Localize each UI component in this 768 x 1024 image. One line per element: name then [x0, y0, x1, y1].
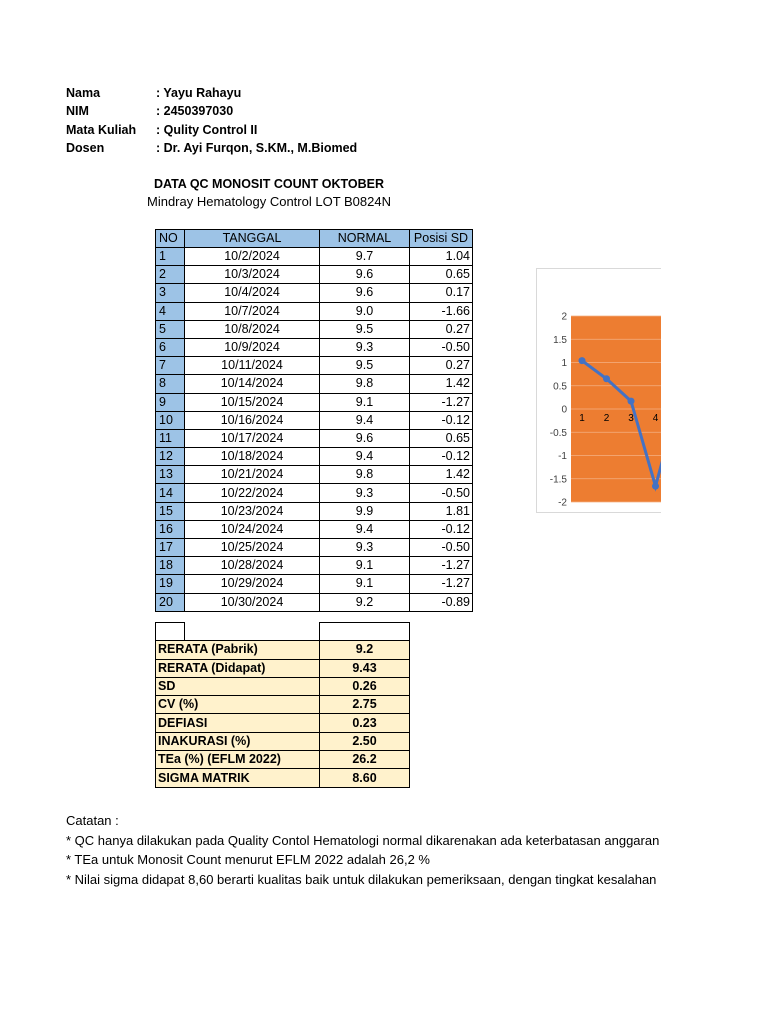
cell-sd: 0.27 [410, 320, 473, 338]
summary-row [156, 659, 410, 677]
note-item: * TEa untuk Monosit Count menurut EFLM 2022 adalah 26,2 % [66, 852, 430, 867]
info-label: Nama [66, 86, 101, 101]
table-row [156, 484, 473, 502]
summary-table [155, 622, 410, 788]
cell-no: 13 [156, 466, 185, 484]
cell-no: 7 [156, 357, 185, 375]
table-row [156, 520, 473, 538]
data-point [603, 375, 610, 382]
info-value: : Dr. Ayi Furqon, S.KM., M.Biomed [156, 141, 358, 156]
y-tick-label: -2 [558, 497, 567, 509]
table-row [156, 539, 473, 557]
cell-sd: 1.04 [410, 248, 473, 266]
blank-cell [156, 623, 185, 641]
cell-normal: 9.6 [320, 284, 410, 302]
cell-normal: 9.6 [320, 429, 410, 447]
summary-label: SIGMA MATRIK [156, 769, 320, 787]
data-point [579, 357, 586, 364]
cell-normal: 9.8 [320, 375, 410, 393]
table-row [156, 284, 473, 302]
table-row [156, 429, 473, 447]
cell-sd: 1.42 [410, 375, 473, 393]
cell-no: 9 [156, 393, 185, 411]
cell-normal: 9.4 [320, 520, 410, 538]
cell-no: 8 [156, 375, 185, 393]
page-subtitle: Mindray Hematology Control LOT B0824N [147, 194, 391, 209]
cell-date: 10/2/2024 [185, 248, 320, 266]
page-title: DATA QC MONOSIT COUNT OKTOBER [153, 177, 385, 191]
cell-sd: 0.65 [410, 429, 473, 447]
cell-no: 3 [156, 284, 185, 302]
cell-sd: 0.17 [410, 284, 473, 302]
info-label: Mata Kuliah [66, 122, 137, 137]
summary-label: RERATA (Pabrik) [156, 641, 320, 659]
summary-row [156, 714, 410, 732]
summary-label: RERATA (Didapat) [156, 659, 320, 677]
cell-normal: 9.4 [320, 411, 410, 429]
table-row [156, 302, 473, 320]
cell-normal: 9.1 [320, 575, 410, 593]
cell-sd: -1.27 [410, 575, 473, 593]
table-row [156, 466, 473, 484]
cell-date: 10/3/2024 [185, 266, 320, 284]
student-info [66, 84, 357, 157]
cell-sd: -0.12 [410, 411, 473, 429]
y-tick-label: 1.5 [553, 334, 567, 346]
notes-section [66, 813, 659, 891]
cell-date: 10/21/2024 [185, 466, 320, 484]
cell-date: 10/16/2024 [185, 411, 320, 429]
cell-date: 10/28/2024 [185, 557, 320, 575]
cell-date: 10/30/2024 [185, 593, 320, 611]
cell-no: 5 [156, 320, 185, 338]
cell-normal: 9.3 [320, 484, 410, 502]
cell-no: 6 [156, 338, 185, 356]
y-tick-label: 0 [561, 404, 567, 416]
cell-no: 16 [156, 520, 185, 538]
info-row-course [66, 121, 357, 139]
summary-label: DEFIASI [156, 714, 320, 732]
cell-no: 2 [156, 266, 185, 284]
info-value: : Qulity Control II [156, 122, 258, 137]
x-tick-label: 2 [603, 413, 610, 424]
table-row [156, 320, 473, 338]
cell-sd: -1.66 [410, 302, 473, 320]
summary-value: 0.23 [320, 714, 410, 732]
cell-normal: 9.0 [320, 302, 410, 320]
table-row [156, 357, 473, 375]
table-row [156, 448, 473, 466]
cell-no: 12 [156, 448, 185, 466]
cell-no: 14 [156, 484, 185, 502]
notes-heading: Catatan : [66, 813, 119, 828]
summary-row [156, 696, 410, 714]
cell-date: 10/15/2024 [185, 393, 320, 411]
cell-normal: 9.1 [320, 393, 410, 411]
table-row [156, 411, 473, 429]
cell-normal: 9.7 [320, 248, 410, 266]
summary-label: CV (%) [156, 696, 320, 714]
table-header-row [156, 230, 473, 248]
cell-no: 19 [156, 575, 185, 593]
cell-date: 10/23/2024 [185, 502, 320, 520]
table-row [156, 338, 473, 356]
cell-normal: 9.3 [320, 539, 410, 557]
x-tick-label: 1 [579, 413, 585, 424]
cell-no: 4 [156, 302, 185, 320]
cell-no: 15 [156, 502, 185, 520]
summary-value: 8.60 [320, 769, 410, 787]
cell-no: 1 [156, 248, 185, 266]
cell-sd: -0.12 [410, 520, 473, 538]
summary-label: TEa (%) (EFLM 2022) [156, 751, 320, 769]
cell-no: 11 [156, 429, 185, 447]
y-tick-label: 0.5 [553, 381, 567, 393]
cell-sd: -0.50 [410, 338, 473, 356]
summary-value: 9.43 [320, 659, 410, 677]
table-row [156, 575, 473, 593]
table-row [156, 266, 473, 284]
cell-sd: -1.27 [410, 557, 473, 575]
cell-sd: 0.27 [410, 357, 473, 375]
info-row-name [66, 84, 357, 102]
y-tick-label: 1 [561, 358, 567, 369]
cell-normal: 9.2 [320, 593, 410, 611]
cell-date: 10/17/2024 [185, 429, 320, 447]
summary-value: 0.26 [320, 677, 410, 695]
table-row [156, 593, 473, 611]
col-header-normal: NORMAL [320, 230, 410, 248]
summary-row [156, 732, 410, 750]
table-row [156, 393, 473, 411]
summary-label: INAKURASI (%) [156, 732, 320, 750]
summary-value: 26.2 [320, 751, 410, 769]
cell-sd: -1.27 [410, 393, 473, 411]
cell-normal: 9.4 [320, 448, 410, 466]
cell-normal: 9.9 [320, 502, 410, 520]
summary-row [156, 641, 410, 659]
blank-cell [320, 623, 410, 641]
blank-row [156, 623, 410, 641]
cell-date: 10/14/2024 [185, 375, 320, 393]
table-row [156, 375, 473, 393]
y-tick-label: -1 [558, 451, 567, 462]
cell-date: 10/11/2024 [185, 357, 320, 375]
cell-normal: 9.3 [320, 338, 410, 356]
cell-date: 10/8/2024 [185, 320, 320, 338]
data-point [652, 483, 659, 490]
table-row [156, 502, 473, 520]
info-row-lecturer [66, 139, 357, 157]
info-label: NIM [66, 104, 89, 119]
cell-date: 10/22/2024 [185, 484, 320, 502]
cell-date: 10/4/2024 [185, 284, 320, 302]
cell-normal: 9.6 [320, 266, 410, 284]
summary-row [156, 677, 410, 695]
cell-no: 17 [156, 539, 185, 557]
summary-value: 2.75 [320, 696, 410, 714]
table-row [156, 248, 473, 266]
x-tick-label: 3 [628, 413, 634, 424]
cell-date: 10/29/2024 [185, 575, 320, 593]
cell-normal: 9.1 [320, 557, 410, 575]
data-point [628, 398, 635, 405]
note-item: * Nilai sigma didapat 8,60 berarti kualitas baik untuk dilakukan pemeriksaan, dengan tingkat kesalahan [66, 871, 657, 887]
cell-date: 10/7/2024 [185, 302, 320, 320]
info-label: Dosen [66, 141, 105, 156]
col-header-date: TANGGAL [185, 230, 320, 248]
cell-date: 10/24/2024 [185, 520, 320, 538]
note-item: * QC hanya dilakukan pada Quality Contol Hematologi normal dikarenakan ada keterbatasan anggaran [66, 832, 660, 848]
summary-row [156, 751, 410, 769]
cell-sd: -0.50 [410, 539, 473, 557]
cell-normal: 9.8 [320, 466, 410, 484]
cell-no: 20 [156, 593, 185, 611]
summary-value: 2.50 [320, 732, 410, 750]
cell-date: 10/9/2024 [185, 338, 320, 356]
info-value: : Yayu Rahayu [156, 86, 242, 101]
col-header-no: NO [156, 230, 185, 248]
cell-date: 10/18/2024 [185, 448, 320, 466]
summary-label: SD [156, 677, 320, 695]
cell-no: 10 [156, 411, 185, 429]
cell-date: 10/25/2024 [185, 539, 320, 557]
chart-svg [537, 269, 661, 512]
info-row-nim [66, 102, 357, 120]
blank-cell [185, 623, 320, 641]
table-row [156, 557, 473, 575]
y-tick-label: -0.5 [549, 427, 567, 439]
cell-sd: 0.65 [410, 266, 473, 284]
cell-normal: 9.5 [320, 320, 410, 338]
info-value: : 2450397030 [156, 104, 234, 119]
cell-sd: 1.42 [410, 466, 473, 484]
cell-normal: 9.5 [320, 357, 410, 375]
y-tick-label: 2 [561, 311, 567, 323]
cell-sd: -0.89 [410, 593, 473, 611]
sd-position-chart [536, 268, 661, 513]
cell-no: 18 [156, 557, 185, 575]
summary-value: 9.2 [320, 641, 410, 659]
x-tick-label: 4 [652, 413, 659, 424]
y-tick-label: -1.5 [549, 474, 567, 486]
cell-sd: 1.81 [410, 502, 473, 520]
qc-data-table [155, 229, 473, 612]
col-header-sd: Posisi SD [410, 230, 473, 248]
summary-row [156, 769, 410, 787]
cell-sd: -0.12 [410, 448, 473, 466]
cell-sd: -0.50 [410, 484, 473, 502]
